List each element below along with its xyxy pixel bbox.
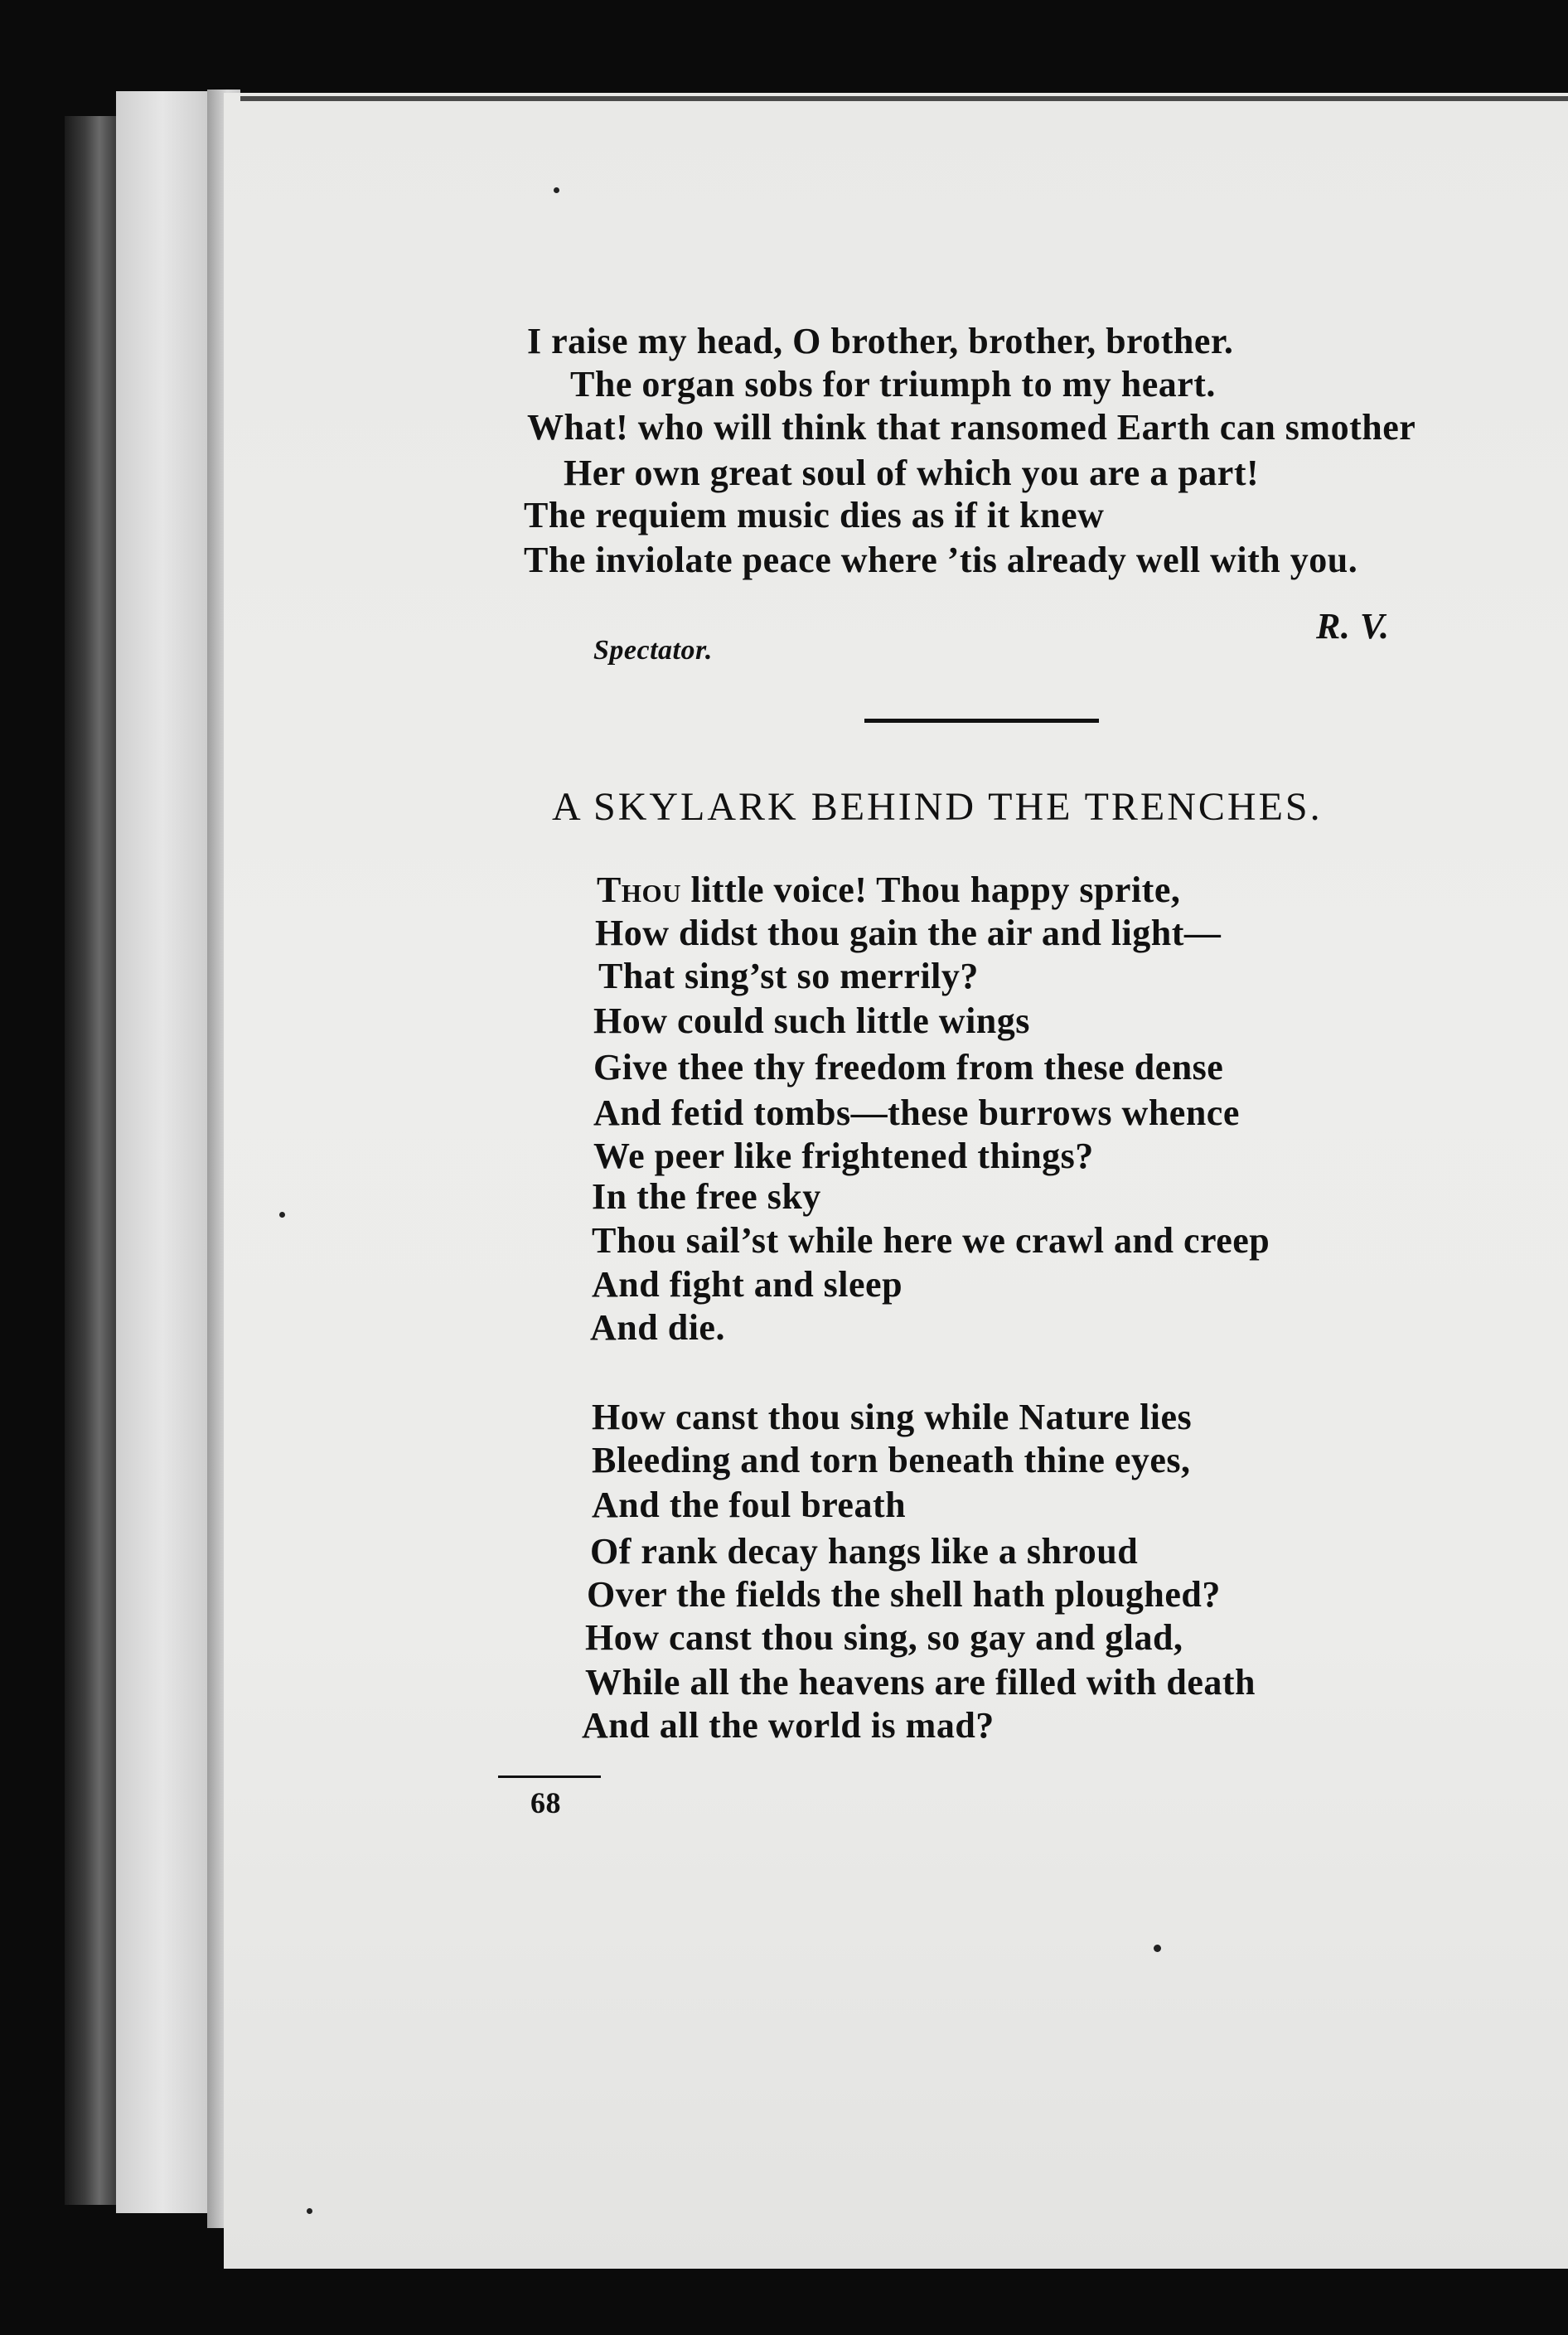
poem1-line-6: The inviolate peace where ’tis already well with you. [524, 540, 1358, 580]
poem1-line-5: The requiem music dies as if it knew [524, 495, 1105, 535]
poem2-line-4: How could such little wings [593, 1000, 1030, 1041]
poem1-line-2: The organ sobs for triumph to my heart. [570, 364, 1216, 405]
poem2-line-8: In the free sky [592, 1176, 821, 1217]
page-top-border [240, 96, 1568, 101]
poem2-line-10: And fight and sleep [592, 1264, 903, 1305]
poem1-source: Spectator. [593, 635, 713, 666]
speck [307, 2208, 312, 2214]
speck [554, 187, 559, 193]
poem1-line-4: Her own great soul of which you are a part! [564, 453, 1260, 493]
poem2-line-12: How canst thou sing while Nature lies [592, 1397, 1193, 1437]
poem1-author: R. V. [1316, 606, 1390, 647]
speck [1154, 1945, 1161, 1952]
poem2-line-1-text: little voice! Thou happy sprite, [680, 870, 1181, 910]
book-spine-edge [65, 116, 123, 2205]
page-number: 68 [530, 1786, 561, 1819]
poem2-line-1 [597, 869, 1180, 911]
poem2-line-17: How canst thou sing, so gay and glad, [585, 1617, 1183, 1658]
poem2-line-16: Over the fields the shell hath ploughed? [587, 1574, 1221, 1615]
poem1-line-3: What! who will think that ransomed Earth can smother [527, 407, 1416, 448]
poem2-line-11: And die. [590, 1307, 725, 1348]
poem2-title: A SKYLARK BEHIND THE TRENCHES. [552, 785, 1323, 829]
speck [279, 1212, 285, 1218]
poem2-line-14: And the foul breath [592, 1485, 907, 1525]
page-number-rule [498, 1775, 601, 1778]
poem2-line-6: And fetid tombs—these burrows whence [593, 1092, 1240, 1133]
poem2-line-18: While all the heavens are filled with death [585, 1662, 1256, 1703]
poem1-line-1: I raise my head, O brother, brother, brother. [527, 321, 1234, 361]
poem2-line-2: How didst thou gain the air and light— [595, 913, 1222, 953]
poem2-lead-word: Thou [597, 870, 681, 910]
section-divider [864, 719, 1099, 723]
poem2-line-15: Of rank decay hangs like a shroud [590, 1531, 1139, 1572]
poem2-line-7: We peer like frightened things? [593, 1136, 1094, 1176]
poem2-line-3: That sing’st so merrily? [598, 956, 979, 996]
poem2-line-13: Bleeding and torn beneath thine eyes, [592, 1440, 1191, 1480]
poem2-line-5: Give thee thy freedom from these dense [593, 1047, 1224, 1088]
poem2-line-19: And all the world is mad? [582, 1705, 995, 1746]
poem2-line-9: Thou sail’st while here we crawl and creep [592, 1220, 1270, 1261]
